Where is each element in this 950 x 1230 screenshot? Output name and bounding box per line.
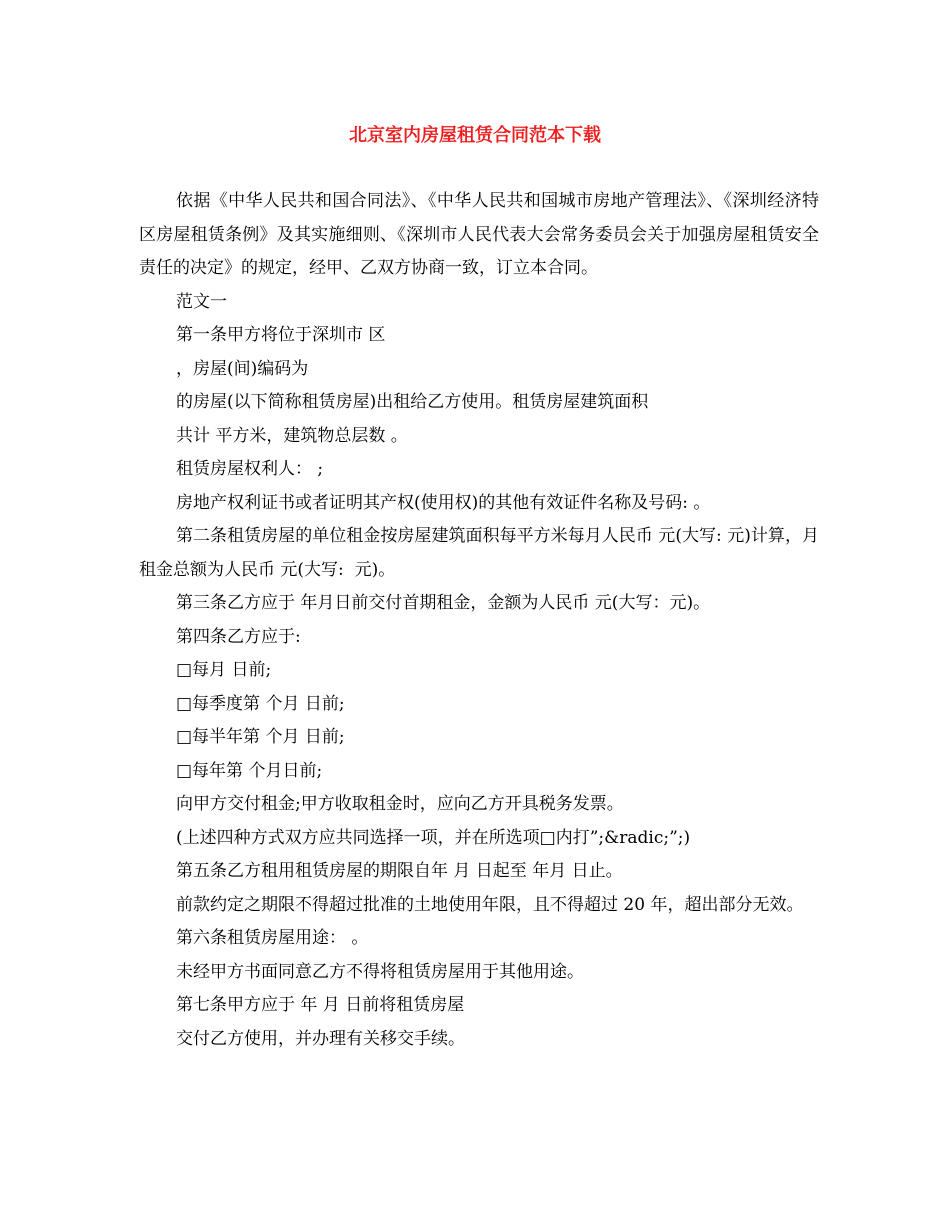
paragraph-term-limit: 前款约定之期限不得超过批准的土地使用年限，且不得超过 20 年，超出部分无效。: [176, 894, 804, 915]
paragraph-owner: 租赁房屋权利人： ;: [176, 459, 324, 479]
paragraph-article-1-code: ，房屋(间)编码为: [176, 358, 309, 379]
option-annual: □每年第 个月日前;: [176, 760, 323, 781]
paragraph-article-2: 第二条租赁房屋的单位租金按房屋建筑面积每平方米每月人民币 元(大写: 元)计算，月租金总额为人民币 元(大写: 元)。: [139, 526, 819, 580]
paragraph-article-7: 第七条甲方应于 年 月 日前将租赁房屋: [176, 995, 465, 1015]
paragraph-handover: 交付乙方使用，并办理有关移交手续。: [176, 1028, 465, 1049]
paragraph-article-4: 第四条乙方应于:: [176, 626, 301, 647]
option-quarterly: □每季度第 个月 日前;: [176, 693, 345, 714]
option-monthly: □每月 日前;: [176, 660, 272, 680]
paragraph-article-1-area: 共计 平方米，建筑物总层数 。: [176, 425, 408, 446]
paragraph-preamble: 依据《中华人民共和国合同法》、《中华人民共和国城市房地产管理法》、《深圳经济特区房屋租赁条例》及其实施细则、《深圳市人民代表大会常务委员会关于加强房屋租赁安全责任的决定》的规定，经甲、乙双方协商一致，订立本合同。: [139, 191, 819, 278]
option-semiannual: □每半年第 个月 日前;: [176, 727, 345, 747]
paragraph-certificate: 房地产权利证书或者证明其产权(使用权)的其他有效证件名称及号码: 。: [176, 492, 711, 513]
paragraph-article-6: 第六条租赁房屋用途： 。: [176, 928, 369, 948]
paragraph-use-restriction: 未经甲方书面同意乙方不得将租赁房屋用于其他用途。: [176, 961, 584, 982]
document-title: 北京室内房屋租赁合同范本下载: [349, 125, 601, 146]
document-body: [139, 185, 819, 1056]
paragraph-article-3: 第三条乙方应于 年月日前交付首期租金，金额为人民币 元(大写：元)。: [176, 593, 711, 613]
paragraph-article-1: 第一条甲方将位于深圳市 区: [176, 325, 386, 345]
paragraph-article-5: 第五条乙方租用租赁房屋的期限自年 月 日起至 年月 日止。: [176, 861, 623, 881]
paragraph-article-1-lease: 的房屋(以下简称租赁房屋)出租给乙方使用。租赁房屋建筑面积: [176, 392, 649, 412]
paragraph-rent-payment: 向甲方交付租金;甲方收取租金时，应向乙方开具税务发票。: [176, 794, 624, 814]
paragraph-sample-heading: 范文一: [176, 291, 227, 312]
paragraph-option-note: (上述四种方式双方应共同选择一项，并在所选项□内打”;&radic;”;): [176, 827, 691, 848]
